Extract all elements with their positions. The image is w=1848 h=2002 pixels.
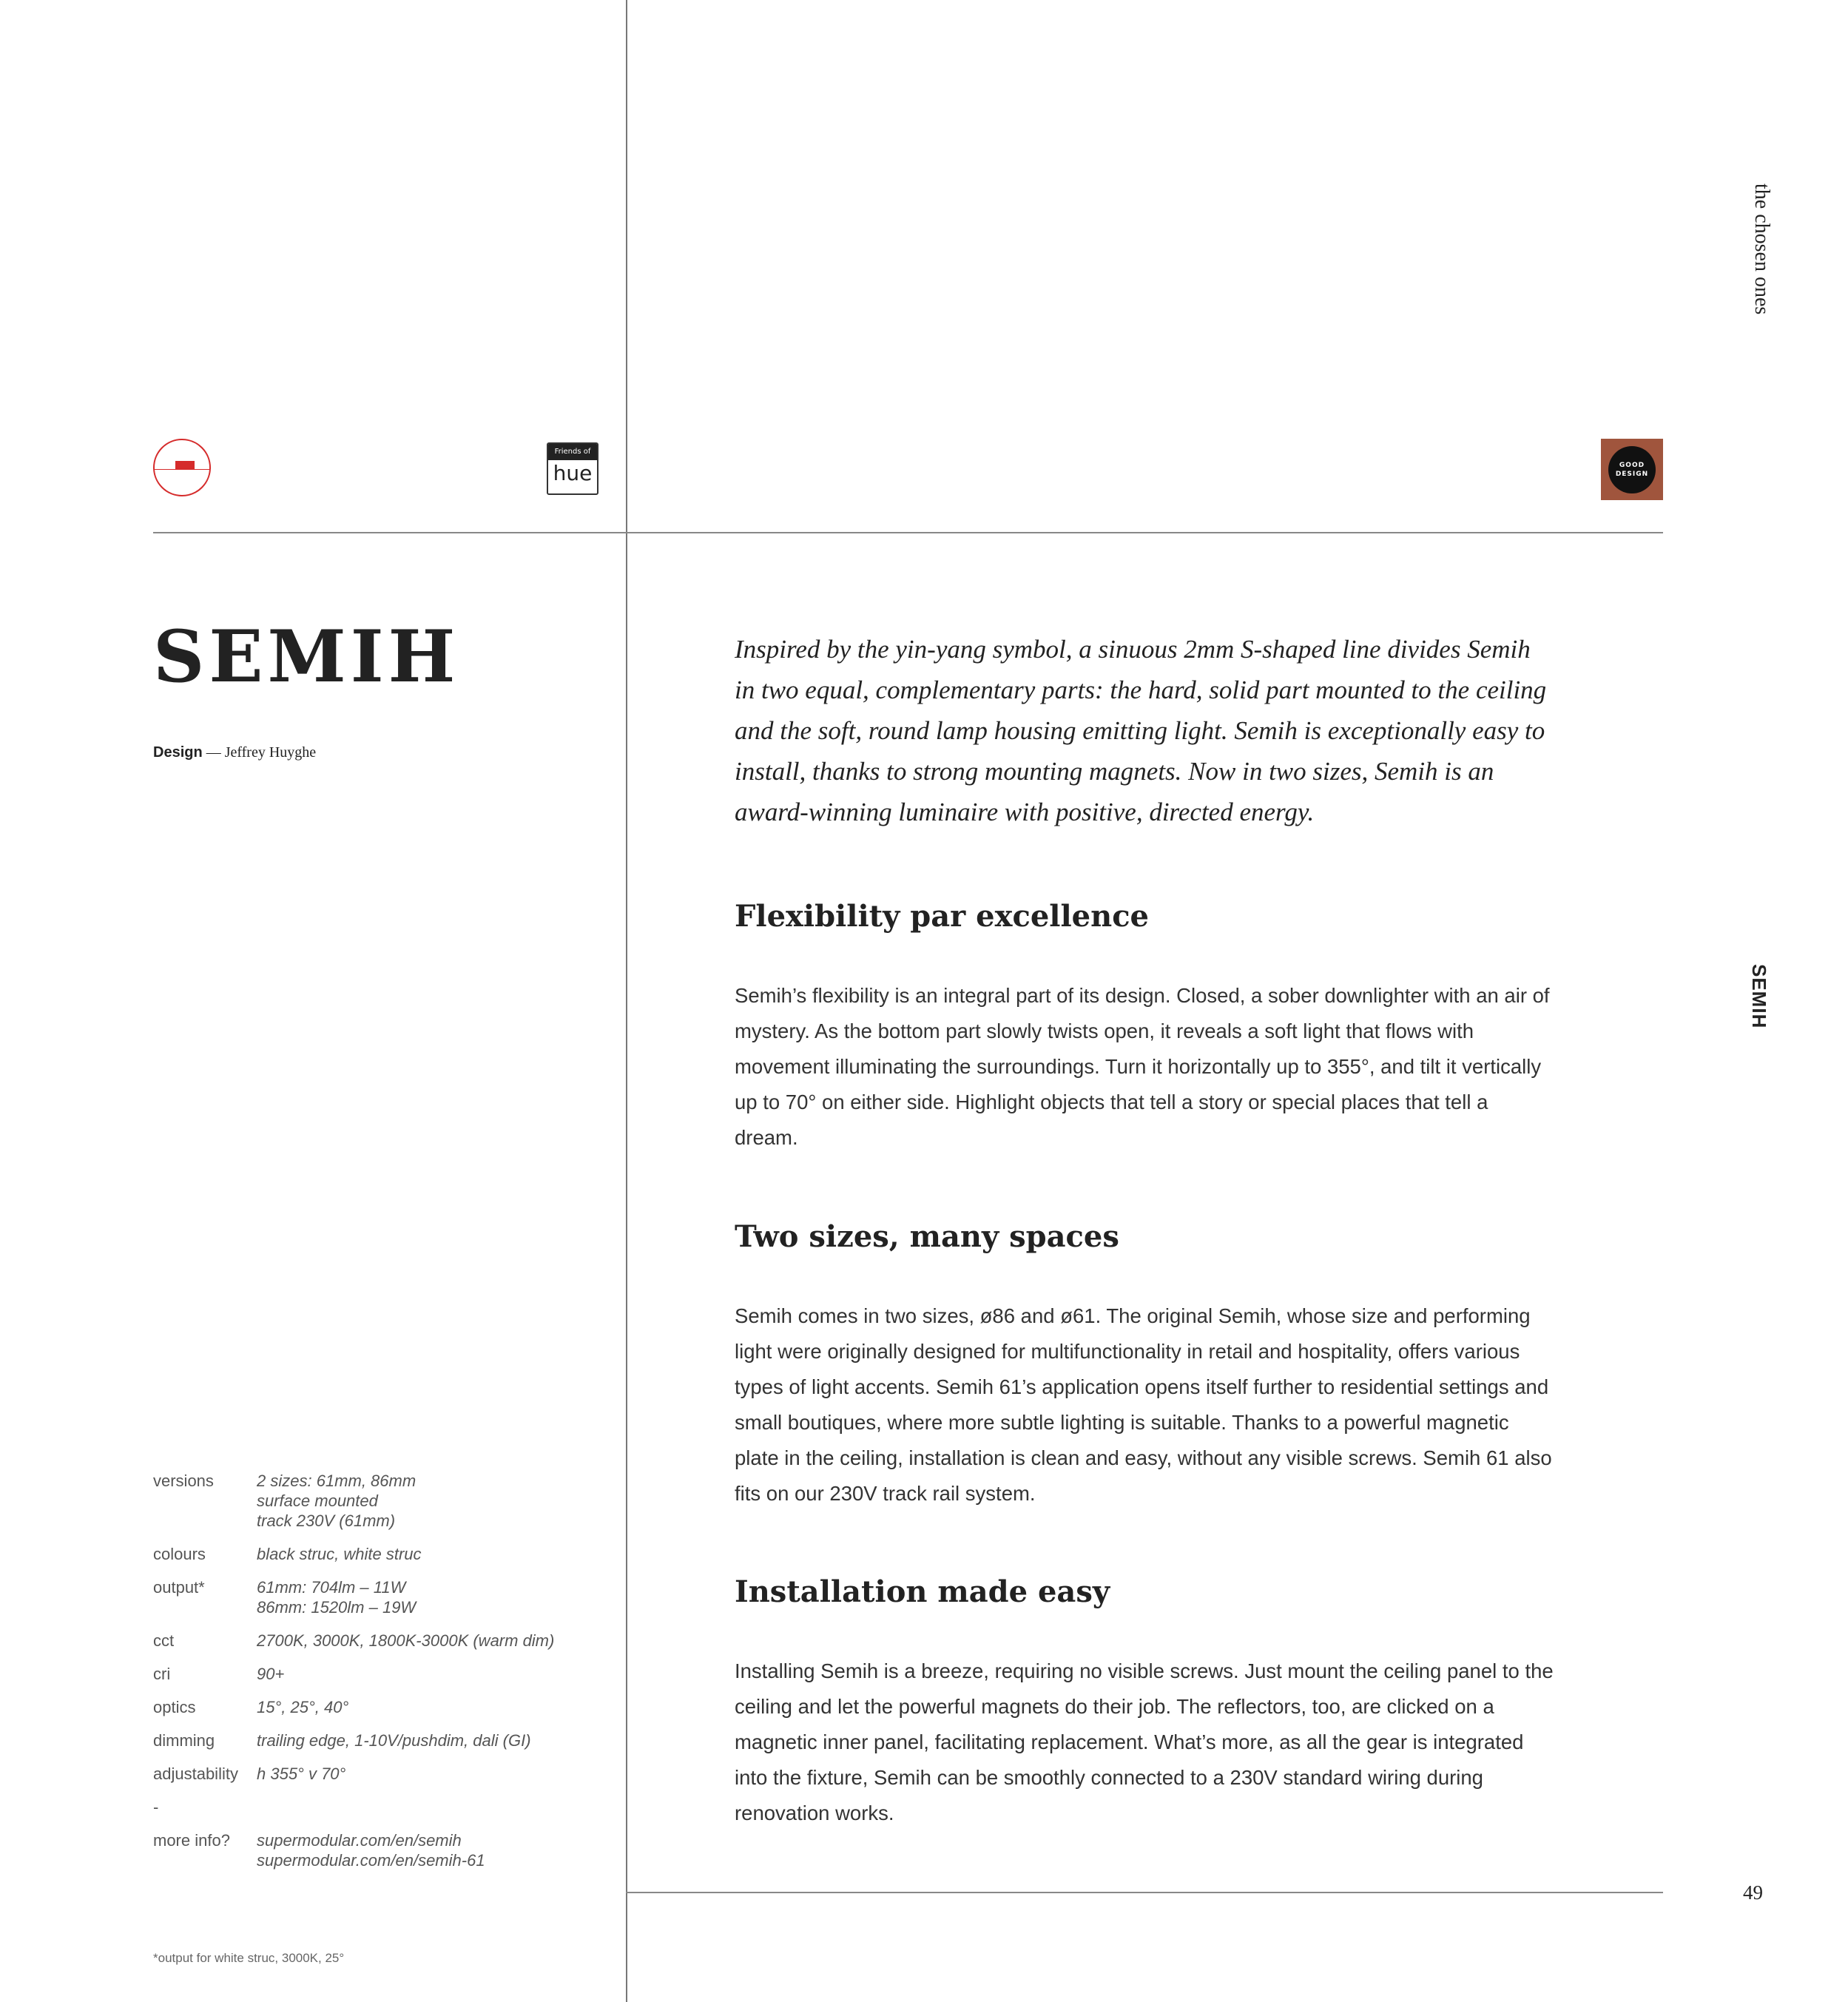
designer-name: Jeffrey Huyghe bbox=[224, 744, 317, 761]
spec-value-line: 15°, 25°, 40° bbox=[257, 1698, 349, 1716]
sidebar-section-label: the chosen ones bbox=[1750, 183, 1773, 315]
spec-key: cct bbox=[153, 1631, 175, 1650]
header-rule bbox=[153, 532, 1663, 533]
spec-key: colours bbox=[153, 1545, 206, 1563]
spec-key: more info? bbox=[153, 1831, 230, 1850]
spec-row bbox=[153, 1664, 612, 1684]
section-heading-sizes: Two sizes, many spaces bbox=[735, 1219, 1119, 1254]
spec-value bbox=[257, 1764, 345, 1784]
spec-value bbox=[257, 1577, 416, 1617]
credit-label: Design bbox=[153, 744, 203, 761]
spec-key: versions bbox=[153, 1472, 214, 1490]
section-body-flexibility: Semih’s flexibility is an integral part of its design. Closed, a sober downlighter with an air of mystery. As the bottom part slowly twists open, it reveals a soft light that flows with movement illuminating the surroundings. Turn it horizontally up to 355°, and tilt it vertically up to 70° on either side. Highlight objects that tell a story or special places that tell a dream. bbox=[735, 984, 1550, 1149]
column-divider-vertical bbox=[626, 0, 627, 2002]
spec-key: - bbox=[153, 1798, 159, 1816]
spec-value bbox=[257, 1830, 485, 1870]
spec-value-line: trailing edge, 1-10V/pushdim, dali (GI) bbox=[257, 1731, 531, 1750]
friends-of-hue-logo: Friends of hue bbox=[547, 442, 598, 495]
spec-row bbox=[153, 1730, 612, 1750]
product-title: SEMIH bbox=[153, 615, 460, 698]
spec-value-line: 61mm: 704lm – 11W bbox=[257, 1578, 406, 1597]
spec-value-line: 90+ bbox=[257, 1665, 285, 1683]
intro-paragraph: Inspired by the yin-yang symbol, a sinuous 2mm S-shaped line divides Semih in two equal, complementary parts: the hard, solid part mounted to the ceiling and the soft, round lamp housing emitting light. Semih is exceptionally easy to install, thanks to strong mounting magnets. Now in two sizes, Semih is an award-winning luminaire with positive, directed energy. bbox=[735, 635, 1547, 826]
footer-rule bbox=[626, 1892, 1663, 1893]
section-body-installation: Installing Semih is a breeze, requiring no visible screws. Just mount the ceiling panel to the ceiling and let the powerful magnets do their job. The reflectors, too, are clicked on a magnetic inner panel, facilitating replacement. What’s more, as all the gear is integrated into the fixture, Semih can be smoothly connected to a 230V standard wiring during renovation works. bbox=[735, 1659, 1554, 1824]
spec-row bbox=[153, 1544, 612, 1564]
page-number: 49 bbox=[1743, 1881, 1763, 1904]
section-heading-installation: Installation made easy bbox=[735, 1574, 1110, 1609]
spec-key: adjustability bbox=[153, 1765, 238, 1783]
spec-key: dimming bbox=[153, 1731, 215, 1750]
section-heading-flexibility: Flexibility par excellence bbox=[735, 899, 1149, 934]
section-body-sizes: Semih comes in two sizes, ø86 and ø61. The original Semih, whose size and performing light were originally designed for multifunctionality in retail and hospitality, offers various types of light accents. Semih 61’s application opens itself further to residential settings and small boutiques, where more subtle lighting is suitable. Thanks to a powerful magnetic plate in the ceiling, installation is clean and easy, without any visible screws. Semih 61 also fits on our 230V track rail system. bbox=[735, 1304, 1552, 1505]
spec-value-line: 86mm: 1520lm – 19W bbox=[257, 1598, 417, 1617]
spec-value-line: surface mounted bbox=[257, 1492, 378, 1510]
spec-row bbox=[153, 1830, 612, 1870]
spec-value-line: 2 sizes: 61mm, 86mm bbox=[257, 1472, 417, 1490]
spec-key: cri bbox=[153, 1665, 171, 1683]
spec-value-line: supermodular.com/en/semih bbox=[257, 1831, 462, 1850]
spec-value-line: black struc, white struc bbox=[257, 1545, 422, 1563]
spec-value-line: 2700K, 3000K, 1800K-3000K (warm dim) bbox=[257, 1631, 555, 1650]
brand-logo-icon bbox=[153, 439, 211, 496]
spec-row bbox=[153, 1631, 612, 1651]
good-design-award-logo: GOOD DESIGN bbox=[1601, 439, 1663, 500]
spec-key: output* bbox=[153, 1578, 205, 1597]
output-footnote: *output for white struc, 3000K, 25° bbox=[153, 1951, 345, 1965]
spec-value bbox=[257, 1544, 422, 1564]
spec-row bbox=[153, 1471, 612, 1531]
designer-credit: Design — Jeffrey Huyghe bbox=[153, 744, 317, 761]
spec-value bbox=[257, 1730, 531, 1750]
spec-value bbox=[257, 1697, 348, 1717]
spec-row bbox=[153, 1764, 612, 1784]
spec-table bbox=[153, 1471, 612, 1884]
spec-row bbox=[153, 1697, 612, 1717]
spec-value bbox=[257, 1631, 554, 1651]
spec-row bbox=[153, 1577, 612, 1617]
spec-value bbox=[257, 1471, 416, 1531]
spec-value-line: h 355° v 70° bbox=[257, 1765, 346, 1783]
spec-key: optics bbox=[153, 1698, 196, 1716]
spec-value-line: track 230V (61mm) bbox=[257, 1511, 396, 1530]
spec-value bbox=[257, 1664, 284, 1684]
spec-value-line: supermodular.com/en/semih-61 bbox=[257, 1851, 485, 1870]
sidebar-product-label: SEMIH bbox=[1748, 964, 1770, 1029]
spec-row bbox=[153, 1797, 612, 1817]
